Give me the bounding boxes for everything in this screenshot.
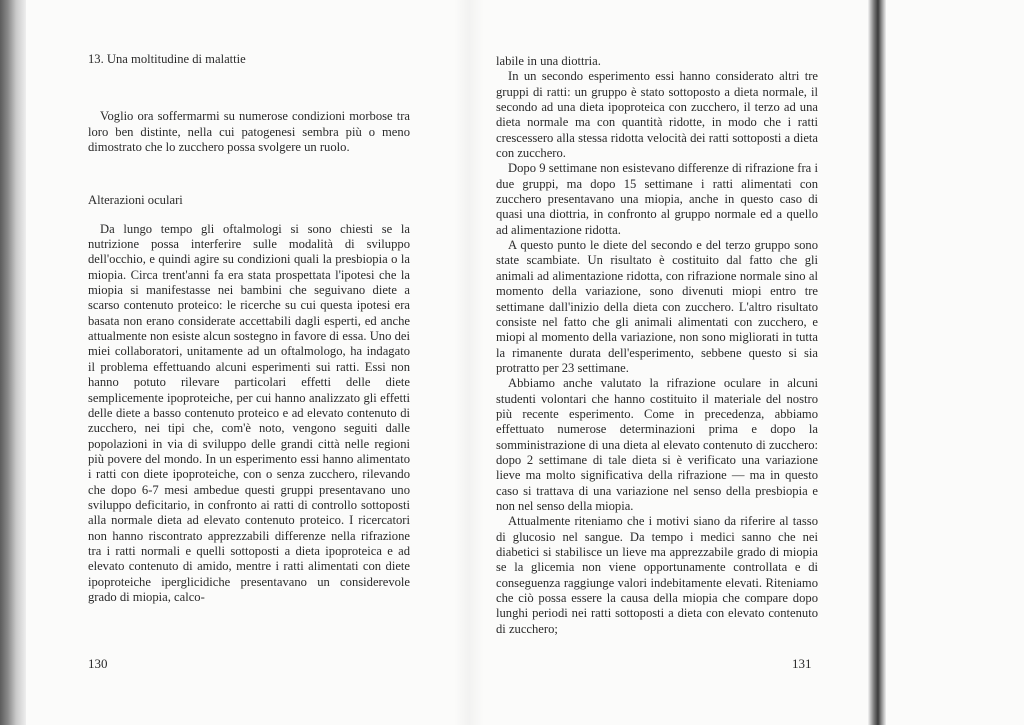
section-title: Alterazioni oculari <box>88 193 183 208</box>
book-spine <box>454 0 484 725</box>
body-paragraph: Dopo 9 settimane non esistevano differenze di rifrazione fra i due gruppi, ma dopo 15 settimane i ratti alimentati con zucchero presentavano una miopia, anche in questo caso di quasi una diottria, in confronto al gruppo normale ed a quello ad alimentazione ridotta. <box>496 161 818 237</box>
continued-paragraph: labile in una diottria. <box>496 54 601 68</box>
chapter-title: 13. Una moltitudine di malattie <box>88 52 246 66</box>
intro-paragraph: Voglio ora soffermarmi su numerose condizioni morbose tra loro ben distinte, nella cui patogenesi sembra più o meno dimostrato che lo zucchero possa svolgere un ruolo. <box>88 109 410 155</box>
book-edge-left <box>0 0 26 725</box>
page-number-left: 130 <box>88 656 108 671</box>
body-paragraph: In un secondo esperimento essi hanno considerato altri tre gruppi di ratti: un gruppo è stato sottoposto a dieta normale, il secondo ad una dieta ipoproteica con zucchero, il terzo ad una dieta normale ma con quantità ridotte, in modo che i ratti crescessero alla stessa ridotta velocità dei ratti sottoposti a dieta con zucchero. <box>496 69 818 161</box>
right-page <box>496 54 818 637</box>
body-paragraph: Attualmente riteniamo che i motivi siano da riferire al tasso di glucosio nel sangue. Da tempo i medici sanno che nei diabetici si stabilisce un lieve ma apprezzabile grado di miopia se la glicemia non viene opportunamente controllata e di conseguenza raggiunge valori indebitamente elevati. Riteniamo che ciò possa essere la causa della miopia che compare dopo lunghi periodi nei ratti sottoposti a dieta con elevato contenuto di zucchero; <box>496 514 818 636</box>
book-edge-right <box>868 0 886 725</box>
body-paragraph: A questo punto le diete del secondo e del terzo gruppo sono state scambiate. Un risultato è costituito dal fatto che gli animali ad alimentazione ridotta, con rifrazione normale sino al momento della variazione, sono divenuti miopi entro tre settimane dall'inizio della dieta con zucchero. L'altro risultato consiste nel fatto che gli animali alimentati con zucchero, e miopi al momento della variazione, non sono migliorati in tutta la rimanente durata dell'esperimento, sebbene questo si sia protratto per 23 settimane. <box>496 238 818 375</box>
body-paragraph: Da lungo tempo gli oftalmologi si sono chiesti se la nutrizione possa interferire sulle modalità di sviluppo dell'occhio, e quindi agire su condizioni quali la presbiopia o la miopia. Circa trent'anni fa era stata prospettata l'ipotesi che la miopia si manifestasse nei bambini che seguivano diete a scarso contenuto proteico: le ricerche su cui questa ipotesi era basata non erano considerate accettabili dagli esperti, ed anche attualmente non esiste alcun sostegno in favore di essa. Uno dei miei collaboratori, unitamente ad un oftalmologo, ha indagato il problema effettuando alcuni esperimenti sui ratti. Essi non hanno potuto rilevare particolari effetti delle diete semplicemente ipoproteiche, per cui hanno analizzato gli effetti delle diete a basso contenuto proteico e ad elevato contenuto di zucchero, nei tipi che, com'è noto, vengono seguiti dalle popolazioni in via di sviluppo delle grandi città nelle regioni più povere del mondo. In un esperimento essi hanno alimentato i ratti con diete ipoproteiche, con o senza zucchero, rilevando che dopo 6-7 mesi ambedue questi gruppi presentavano uno sviluppo deficitario, in confronto ai ratti di controllo sottoposti alla normale dieta ad elevato contenuto proteico. I ricercatori non hanno riscontrato apprezzabili differenze nella rifrazione tra i ratti normali e quelli sottoposti a dieta ipoproteica e ad elevato contenuto di amido, mentre i ratti alimentati con diete ipoproteiche iperglicidiche presentavano un considerevole grado di miopia, calco- <box>88 221 410 604</box>
left-page <box>88 52 410 605</box>
page-number-right: 131 <box>792 656 812 671</box>
body-paragraph: Abbiamo anche valutato la rifrazione oculare in alcuni studenti volontari che hanno costituito il materiale del nostro più recente esperimento. Come in precedenza, abbiamo effettuato numerose determinazioni prima e dopo la somministrazione di una dieta al elevato contenuto di zucchero: dopo 2 settimane di tale dieta si è verificato una variazione lieve ma molto significativa della rifrazione — ma in questo caso si trattava di una variazione nel senso della presbiopia e non nel senso della miopia. <box>496 376 818 513</box>
